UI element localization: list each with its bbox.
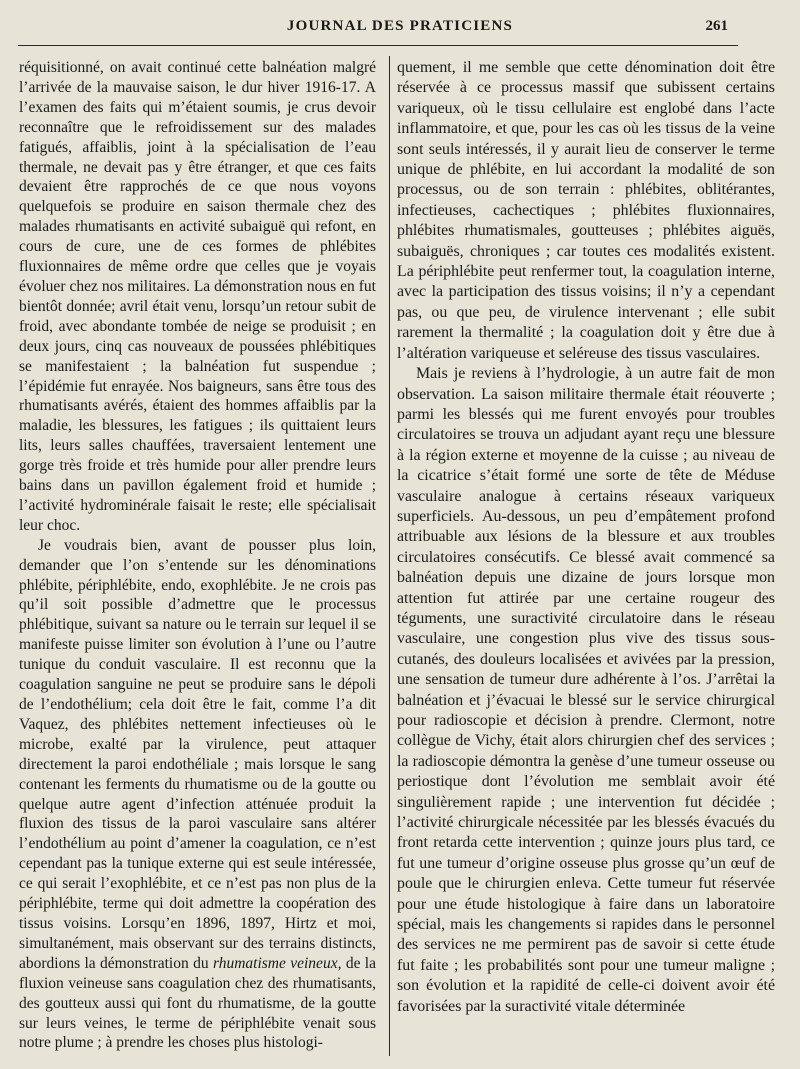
paragraph — [19, 536, 376, 1054]
page-header — [0, 14, 800, 42]
right-column — [397, 58, 775, 1017]
paragraph: quement, il me semble que cette dénomination doit être réservée à ce processus massif que subissent certains variqueux, où le tissu cellulaire est englobé dans l’acte inflammatoire, et que, pour les cas où les tissus de la veine sont seuls intéressés, il y aurait lieu de conserver le terme unique de phlébite, en lui accordant la modalité de son processus, ou de son terrain : phlébites, oblitérantes, infectieuses, cachectiques ; phlébites fluxionnaires, phlébites rhumatismales, goutteuses ; phlébites aiguës, subaiguës, chroniques ; car toutes ces modalités existent. La périphlébite peut renfermer tout, la coagulation interne, avec la participation des tissus voisins; il n’y a cependant pas, ou que peu, de virulence intervenant ; elle subit rarement la thermalité ; la coagulation doit y être due à l’altération variqueuse et seléreuse des tissus vasculaires. — [397, 59, 775, 362]
paragraph: réquisitionné, on avait continué cette balnéation malgré l’arrivée de la mauvaise saison, le dur hiver 1916-17. A l’examen des faits qui m’étaient soumis, je crus devoir reconnaître que le refroidissement sur des malades fatigués, affaiblis, joint à la spécialisation de l’eau thermale, ne devait pas y être étranger, et que ces faits devaient être rapprochés de ce que nous voyons quelquefois se produire en saison thermale chez des malades rhumatisants en activité subaiguë qui refont, en cours de cure, une de ces formes de phlébites fluxionnaires de même ordre que celles que je voyais évoluer chez nos militaires. La démonstration nous en fut bientôt donnée; avril était venu, lorsqu’un retour subit de froid, avec abondante tombée de neige se produisit ; en deux jours, cinq cas nouveaux de poussées phlébitiques se manifestaient ; la balnéation fut suspendue ; l’épidémie fut enrayée. Nos baigneurs, sans être tous des rhumatisants avérés, étaient des hommes affaiblis par la maladie, les blessures, les fatigues ; ils quittaient leurs lits, leurs salles chauffées, traversaient lentement une gorge très froide et très humide pour aller prendre leurs bains dans un pavillon également froid et humide ; l’activité hydrominérale faisait le reste; elle spécialisait leur choc. — [19, 59, 376, 534]
page-number: 261 — [705, 18, 728, 34]
paragraph-text: de la fluxion veineuse sans coagulation chez des rhumatisants, des goutteux aussi qui font du rhumatisme, de la goutte sur leurs veines, le terme de périphlébite venait sous notre plume ; à prendre les choses plus histologi- — [19, 954, 376, 1052]
left-column — [19, 58, 376, 1053]
running-title: JOURNAL DES PRATICIENS — [286, 18, 514, 34]
header-rule — [18, 45, 738, 46]
paragraph-text: Je voudrais bien, avant de pousser plus loin, demander que l’on s’entende sur les dénominations phlébite, périphlébite, endo, exophlébite. Je ne crois pas qu’il soit possible d’admettre que le processus phlébitique, suivant sa nature ou le terrain sur lequel il se manifeste puisse limiter son évolution à l’une ou l’autre tunique du conduit vasculaire. Il est reconnu que la coagulation sanguine ne peut se produire sans le dépoli de l’endothélium; cela doit être le fait, comme l’a dit Vaquez, des phlébites nettement infectieuses où le microbe, exalté par la virulence, peut attaquer directement la paroi endothéliale ; mais lorsque le sang contenant les ferments du rhumatisme ou de la goutte ou quelque autre agent d’infection atténuée produit la fluxion des tissus de la paroi vasculaire sans altérer l’endothélium au point d’amener la coagulation, ce n’est cependant pas la tunique externe qui est seule intéressée, ce qui serait l’exophlébite, et ce n’est pas non plus de la périphlébite, terme qui doit admettre la coopération des tissus voisins. Lorsqu’en 1896, 1897, Hirtz et moi, simultanément, mais observant sur des terrains distincts, abordions la démonstration du — [19, 536, 376, 972]
column-divider — [389, 56, 390, 1056]
paragraph: Mais je reviens à l’hydrologie, à un autre fait de mon observation. La saison militaire thermale était réouverte ; parmi les blessés qui me furent envoyés pour troubles circulatoires se trouva un adjudant ayant reçu une blessure à la région externe et moyenne de la cuisse ; au niveau de la cicatrice s’était formé une sorte de tête de Méduse vasculaire analogue à certains réseaux variqueux superficiels. Au-dessous, un peu d’empâtement profond attribuable aux lésions de la blessure et aux troubles circulatoires consécutifs. Ce blessé avait commencé sa balnéation depuis une dizaine de jours lorsque mon attention fut attirée par une certaine rougeur des téguments, une suractivité circulatoire dans le réseau vasculaire, une congestion plus vive des tissus sous-cutanés, des douleurs localisées et avivées par la pression, une sensation de tumeur dure adhérente à l’os. J’arrêtai la balnéation et j’évacuai le blessé sur le service chirurgical pour radioscopie et décision à prendre. Clermont, notre collègue de Vichy, était alors chirurgien chef des services ; la radioscopie démontra la genèse d’une tumeur osseuse ou periostique dont l’évolution me semblait avoir été singulièrement rapide ; une intervention fut décidée ; l’activité chirurgicale nécessitée par les blessés évacués du front retarda cette intervention ; quinze jours plus tard, ce fut une tumeur d’origine osseuse plus grosse qu’un œuf de poule que le chirurgien enleva. Cette tumeur fut réservée pour une étude histologique à faire dans un laboratoire spécial, mais les changements si rapides dans le personnel des services ne me permirent pas de savoir si cette étude fut faite ; les probabilités sont pour une tumeur maligne ; son évolution et la rapidité de celle-ci doivent avoir été favorisées par la suractivité vitale déterminée — [397, 365, 775, 1015]
italic-term: rhumatisme veineux, — [212, 954, 342, 972]
